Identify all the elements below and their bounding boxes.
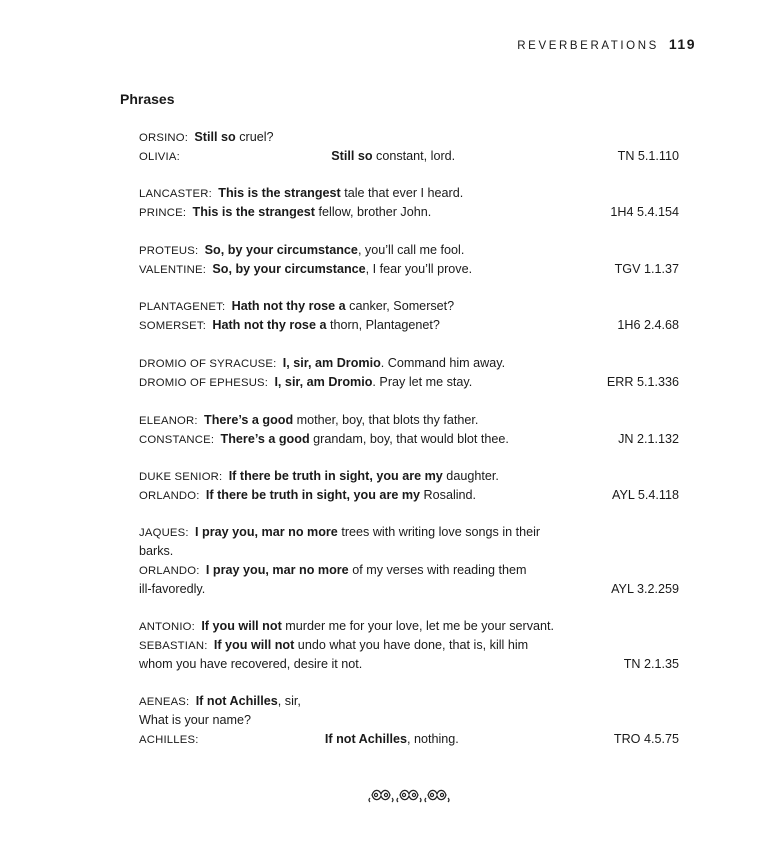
line-text: whom you have recovered, desire it not. [139, 657, 363, 671]
play-reference: 1H6 2.4.68 [617, 318, 679, 332]
repeated-phrase: I pray you, mar no more [195, 525, 338, 539]
line-text: constant, lord. [372, 149, 456, 163]
speech-line [139, 373, 679, 392]
speaker-name: DROMIO OF EPHESUS : [139, 377, 268, 389]
line-text: thorn, Plantagenet? [326, 318, 440, 332]
speaker-name: ORSINO : [139, 132, 188, 144]
section-title: Phrases [120, 91, 175, 107]
speech-line [139, 486, 679, 505]
speech-line [139, 354, 679, 373]
speech-line [139, 260, 679, 279]
line-text: undo what you have done, that is, kill him [294, 638, 529, 652]
speaker-name: ANTONIO : [139, 621, 195, 633]
repeated-phrase: I, sir, am Dromio [282, 356, 381, 370]
speaker-name: ORLANDO : [139, 490, 200, 502]
repeated-phrase: So, by your circumstance [212, 262, 366, 276]
speech-line [139, 147, 679, 166]
speech-line [139, 411, 679, 430]
speech-line [139, 523, 679, 542]
fleuron-ornament-icon [368, 785, 452, 805]
speaker-name: SEBASTIAN : [139, 640, 208, 652]
play-reference: AYL 3.2.259 [611, 582, 679, 596]
speaker-name: VALENTINE : [139, 264, 206, 276]
repeated-phrase: This is the strangest [192, 205, 316, 219]
play-reference: AYL 5.4.118 [612, 488, 679, 502]
speaker-name: LANCASTER : [139, 188, 212, 200]
repeated-phrase: Still so [331, 149, 373, 163]
repeated-phrase: If there be truth in sight, you are my [228, 469, 443, 483]
repeated-phrase: Hath not thy rose a [212, 318, 327, 332]
speaker-name: PLANTAGENET : [139, 301, 225, 313]
repeated-phrase: Hath not thy rose a [231, 299, 346, 313]
speaker-name: PROTEUS : [139, 245, 198, 257]
line-text: murder me for your love, let me be your servant. [281, 619, 555, 633]
line-text: daughter. [442, 469, 499, 483]
line-text: fellow, brother John. [315, 205, 432, 219]
speech-line [139, 467, 679, 486]
play-reference: TGV 1.1.37 [614, 262, 679, 276]
repeated-phrase: If there be truth in sight, you are my [205, 488, 421, 502]
speech-line [139, 203, 679, 222]
speech-line [139, 711, 679, 730]
speaker-name: OLIVIA : [139, 151, 180, 163]
speaker-name: ELEANOR : [139, 415, 198, 427]
speech-line [139, 297, 679, 316]
line-text: What is your name? [139, 713, 251, 727]
repeated-phrase: I, sir, am Dromio [274, 375, 373, 389]
repeated-phrase: If you will not [201, 619, 282, 633]
speaker-name: JAQUES : [139, 527, 189, 539]
play-reference: 1H4 5.4.154 [610, 205, 679, 219]
line-text: trees with writing love songs in their [337, 525, 541, 539]
line-text: . Pray let me stay. [372, 375, 473, 389]
line-text: barks. [139, 544, 174, 558]
speaker-name: ACHILLES : [139, 734, 199, 746]
repeated-phrase: If you will not [213, 638, 295, 652]
line-text: cruel? [235, 130, 274, 144]
repeated-phrase: There’s a good [220, 432, 310, 446]
repeated-phrase: I pray you, mar no more [205, 563, 349, 577]
repeated-phrase: If not Achilles [324, 732, 407, 746]
speaker-name: CONSTANCE : [139, 434, 214, 446]
speech-line [139, 430, 679, 449]
speech-line [139, 692, 679, 711]
line-text: , you’ll call me fool. [357, 243, 465, 257]
line-text: . Command him away. [380, 356, 506, 370]
repeated-phrase: There’s a good [204, 413, 294, 427]
speech-line [139, 636, 679, 655]
speech-line [139, 617, 679, 636]
repeated-phrase: So, by your circumstance [204, 243, 358, 257]
play-reference: JN 2.1.132 [618, 432, 679, 446]
speech-line [139, 128, 679, 147]
line-text: grandam, boy, that would blot thee. [309, 432, 509, 446]
speaker-name: DROMIO OF SYRACUSE : [139, 358, 277, 370]
page-number: 119 [668, 36, 696, 52]
speech-line [139, 730, 679, 749]
play-reference: TRO 4.5.75 [613, 732, 679, 746]
line-text: Rosalind. [420, 488, 477, 502]
speech-line [139, 655, 679, 674]
speech-line [139, 184, 679, 203]
speaker-name: DUKE SENIOR : [139, 471, 222, 483]
speaker-name: PRINCE : [139, 207, 186, 219]
line-text: , I fear you’ll prove. [365, 262, 473, 276]
speaker-name: ORLANDO : [139, 565, 200, 577]
line-text: , nothing. [406, 732, 459, 746]
line-text: tale that ever I heard. [340, 186, 464, 200]
speech-line [139, 542, 679, 561]
line-text: mother, boy, that blots thy father. [293, 413, 479, 427]
speech-line [139, 316, 679, 335]
speech-line [139, 580, 679, 599]
line-text: canker, Somerset? [345, 299, 455, 313]
play-reference: TN 5.1.110 [617, 149, 679, 163]
line-text: ill-favoredly. [139, 582, 206, 596]
repeated-phrase: If not Achilles [195, 694, 278, 708]
running-title: REVERBERATIONS [517, 40, 659, 52]
repeated-phrase: Still so [194, 130, 236, 144]
play-reference: TN 2.1.35 [623, 657, 679, 671]
repeated-phrase: This is the strangest [218, 186, 341, 200]
speaker-name: SOMERSET : [139, 320, 206, 332]
line-text: , sir, [277, 694, 301, 708]
speaker-name: AENEAS : [139, 696, 189, 708]
play-reference: ERR 5.1.336 [606, 375, 679, 389]
speech-line [139, 241, 679, 260]
speech-line [139, 561, 679, 580]
line-text: of my verses with reading them [348, 563, 527, 577]
